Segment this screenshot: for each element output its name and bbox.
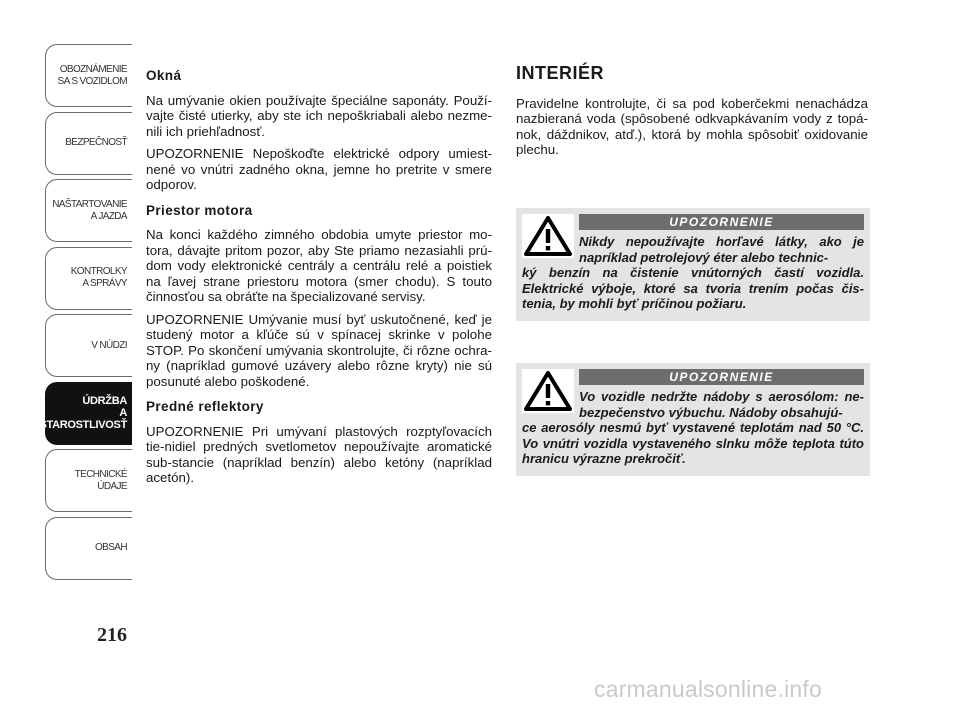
right-column — [516, 63, 868, 158]
warning-label: UPOZORNENIE — [579, 214, 864, 230]
tab-label: TECHNICKÉ ÚDAJE — [74, 468, 127, 492]
warning-triangle-icon — [522, 369, 574, 413]
tab-label: KONTROLKY A SPRÁVY — [70, 266, 127, 289]
tab-technicke-udaje[interactable] — [45, 449, 132, 512]
warning-box — [516, 363, 870, 476]
tab-obsah[interactable] — [45, 517, 132, 580]
page-number: 216 — [97, 624, 127, 646]
section-okna — [146, 68, 492, 193]
paragraph: Pravidelne kontrolujte, či sa pod koberčekmi nenachádza nazbieraná voda (spôsobené odkvapkávaním vody z topá-nok, dáždnikov, atď.), ktorá by mohla spôsobiť oxidovanie plechu. — [516, 95, 868, 157]
section-title-interier: INTERIÉR — [516, 63, 605, 83]
paragraph: Na konci každého zimného obdobia umyte priestor mo-tora, dávajte pritom pozor, aby Ste priamo nezasiahli prú-dom vody elektronické centrály a centrálu relé a poistiek na ľavej strane priestoru motora (smer chodu). S touto činnosťou sa obráťte na špecializované servisy. — [146, 227, 492, 304]
tab-bezpecnost[interactable] — [45, 112, 132, 175]
paragraph: Na umývanie okien používajte špeciálne saponáty. Použí-vajte čisté utierky, aby ste ich nepoškriabali alebo nezme-nili ich priehľadnosť. — [146, 92, 492, 139]
warning-lead: Nikdy nepoužívajte horľavé látky, ako je napríklad petrolejový éter alebo technic- — [579, 234, 864, 265]
tab-nastartovanie[interactable] — [45, 179, 132, 242]
tab-v-nudzi[interactable] — [45, 314, 132, 377]
watermark: carmanualsonline.info — [594, 676, 822, 702]
tab-oboznamenie[interactable] — [45, 44, 132, 107]
tab-label: BEZPEČNOSŤ — [65, 137, 127, 148]
section-title: Okná — [146, 68, 182, 83]
tab-label: OBSAH — [94, 542, 127, 553]
warning-label: UPOZORNENIE — [579, 369, 864, 385]
tab-kontrolky[interactable] — [45, 247, 132, 310]
paragraph: UPOZORNENIE Umývanie musí byť uskutočnené, keď je studený motor a kľúče sú v spínacej skrinke v polohe STOP. Po skončení umývania skontrolujte, či rôzne ochra-ny (napríklad gumové uzávery alebo rôzne kryty) nie sú posunuté alebo poškodené. — [146, 311, 492, 389]
tab-label: ÚDRŽBA A STAROSTLIVOSŤ — [39, 395, 128, 431]
tab-label: OBOZNÁMENIE SA S VOZIDLOM — [57, 63, 127, 87]
tab-label: NAŠTARTOVANIE A JAZDA — [52, 198, 127, 222]
section-priestor-motora — [146, 203, 492, 390]
chapter-tabs — [39, 44, 132, 584]
warning-box — [516, 208, 870, 321]
section-predne-reflektory — [146, 399, 492, 486]
paragraph: UPOZORNENIE Nepoškoďte elektrické odpory umiest-nené vo vnútri zadného okna, jemne ho pretrite v smere odporov. — [146, 146, 492, 192]
warning-lead: Vo vozidle nedržte nádoby s aerosólom: ne-bezpečenstvo výbuchu. Nádoby obsahujú- — [579, 389, 864, 420]
paragraph: UPOZORNENIE Pri umývaní plastových rozptyľovacích tie-nidiel predných svetlometov nepoužívajte aromatické sub-stancie (napríklad benzín) alebo ketóny (napríklad acetón). — [146, 423, 492, 485]
tab-label: V NÚDZI — [91, 339, 127, 351]
tab-udrzba-active[interactable] — [39, 382, 132, 445]
section-title: Priestor motora — [146, 202, 253, 218]
section-title: Predné reflektory — [146, 399, 264, 414]
warning-rest: ký benzín na čistenie vnútorných častí vozidla. Elektrické výboje, ktoré sa tvoria trením počas čis-tenia, by mohli byť príčinou požiaru. — [522, 265, 864, 311]
warning-rest: ce aerosóly nesmú byť vystavené teplotám nad 50 °C. Vo vnútri vozidla vystaveného slnku môže teplota túto hranicu výrazne prekročiť. — [522, 420, 864, 466]
left-column — [146, 68, 492, 496]
warning-triangle-icon — [522, 214, 574, 258]
